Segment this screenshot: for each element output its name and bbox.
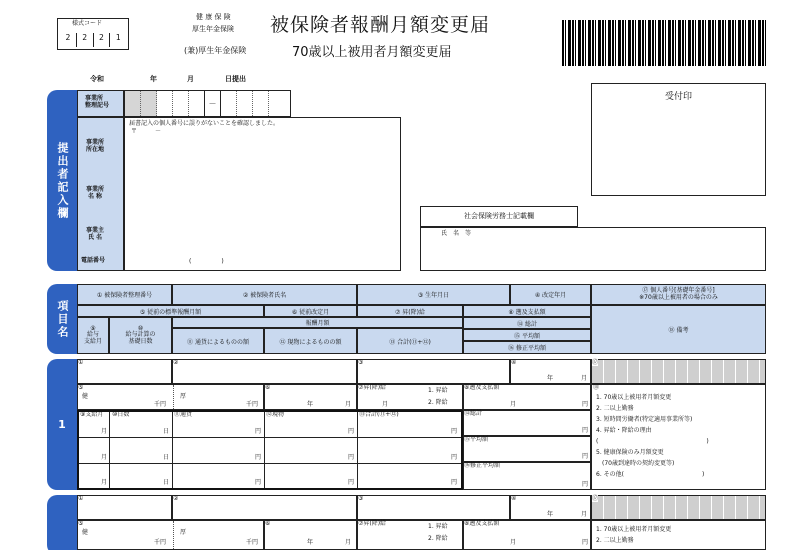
entry2-n5: ⑤ (78, 520, 84, 527)
entry1-n2: ② (173, 359, 179, 366)
header-c9: ⑧ 遡及支払額 (463, 305, 591, 317)
entry2-n3: ③ (358, 495, 364, 502)
entry1-y-r3c: 円 (451, 479, 458, 486)
entry2-sen-2: 千円 (246, 539, 259, 546)
form-code-digit: 1 (115, 33, 121, 42)
date-era: 令和 (90, 75, 104, 83)
entry2-year-unit: 年 (547, 511, 554, 518)
barcode (562, 20, 768, 66)
entry1-d-r3: 日 (163, 479, 170, 486)
office-code-dash: － (205, 91, 221, 116)
entry2-side-label (47, 495, 77, 550)
entry1-n5: ⑤ (78, 384, 84, 391)
entry2-c3[interactable] (357, 495, 510, 520)
entry2-month-4: 月 (510, 539, 517, 546)
entry1-note-5: ( ) (596, 438, 709, 445)
entry2-year-2: 年 (307, 539, 314, 546)
page-subtitle: 70歳以上被用者月額変更届 (292, 45, 452, 60)
entry1-c12-label: ⑫現物 (266, 411, 285, 418)
header-c4: ④ 改定年月 (510, 284, 591, 305)
header-c6: ⑤ 従前の標準報酬月額 (77, 305, 264, 317)
entry1-side-label: 1 (47, 359, 77, 490)
form-code-digit: 2 (94, 33, 111, 47)
entry1-note-7: (70歳到達時の契約変更等) (596, 460, 675, 467)
entry1-c14[interactable] (463, 410, 591, 436)
form-code-digit: 2 (60, 33, 77, 47)
header-c5: ⑰ 個人番号[基礎年金番号] ※70歳以上被用者の場合のみ (591, 284, 766, 305)
entry1-c11-label: ⑪通貨 (174, 411, 193, 418)
entry1-m-r1: 月 (101, 428, 108, 435)
entry2-c5[interactable] (77, 520, 264, 550)
entry1-c4[interactable] (510, 359, 591, 384)
entry1-m-r3: 月 (101, 479, 108, 486)
entry2-n2: ② (173, 495, 179, 502)
office-code-label-cell (77, 90, 124, 117)
entry2-n17: ⑰ (592, 495, 599, 502)
entry1-c6[interactable] (264, 384, 357, 410)
entry1-yen-15: 円 (582, 453, 589, 460)
office-code-input[interactable] (124, 90, 291, 117)
entry1-y-r3b: 円 (348, 479, 355, 486)
entry1-health: 健 (82, 393, 89, 400)
entry2-c7[interactable] (357, 520, 463, 550)
entry2-yen-1: 円 (582, 539, 589, 546)
sharoushi-title-box (420, 206, 578, 227)
sharoushi-title: 社会保険労務士記載欄 (464, 212, 534, 220)
header-c12: 報酬月額 (172, 317, 463, 328)
receipt-stamp-label: 受付印 (664, 92, 692, 102)
entry1-note-6: 5. 健康保険のみ月額変更 (596, 449, 664, 456)
entry2-n4: ④ (511, 495, 517, 502)
owner-name-label: 事業主 氏 名 (86, 227, 105, 241)
entry1-note-3: 3. 短時間労働者(特定適用事業所等) (596, 416, 693, 423)
header-c14: ⑫ 現物によるものの額 (264, 328, 357, 354)
entry1-month-unit: 月 (581, 375, 588, 382)
entry2-c6[interactable] (264, 520, 357, 550)
entry1-c17[interactable] (591, 359, 766, 384)
form-code-digit: 2 (77, 33, 94, 47)
entry2-c2[interactable] (172, 495, 357, 520)
entry1-y-r3a: 円 (255, 479, 262, 486)
entry1-monthly-grid (77, 410, 463, 490)
date-year: 年 (150, 75, 157, 83)
entry2-note-1: 1. 70歳以上被用者月額変更 (596, 526, 672, 533)
entry2-notes[interactable] (591, 520, 766, 550)
entry1-m-r2: 月 (101, 454, 108, 461)
entry2-pension: 厚 (180, 529, 187, 536)
address-label: 事業所 所在地 (86, 139, 105, 153)
header-c1: ① 被保険者整理番号 (77, 284, 172, 305)
phone-label: 電話番号 (81, 257, 106, 264)
entry1-d-r2: 日 (163, 454, 170, 461)
entry1-c15[interactable] (463, 436, 591, 462)
entry1-c16-label: ⑯修正平均額 (464, 462, 501, 469)
entry1-yen-16: 円 (582, 481, 589, 488)
entry1-month-3: 月 (382, 401, 389, 408)
form-code-label: 様式コード (72, 20, 103, 27)
entry1-c7[interactable] (357, 384, 463, 410)
header-c10: ⑨ 給与 支給月 (77, 317, 109, 354)
entry1-yen-1: 円 (582, 401, 589, 408)
office-code-label: 事業所 整理記号 (85, 95, 110, 109)
entry1-n6: ⑥ (265, 384, 271, 391)
entry2-month-unit: 月 (581, 511, 588, 518)
header-c18: ⑯ 修正平均額 (463, 341, 591, 354)
postal-mark: 〒 － (131, 127, 162, 135)
entry2-c1[interactable] (77, 495, 172, 520)
entry1-month-4: 月 (510, 401, 517, 408)
entry1-yen-14: 円 (582, 427, 589, 434)
office-name-label: 事業所 名 称 (86, 186, 105, 200)
entry1-n17: ⑰ (592, 359, 599, 366)
entry1-c8[interactable] (463, 384, 591, 410)
date-month: 月 (187, 75, 194, 83)
page-title: 被保険者報酬月額変更届 (270, 14, 491, 36)
form-code-box (57, 18, 129, 50)
entry1-c16[interactable] (463, 462, 591, 490)
entry1-n1: ① (78, 359, 84, 366)
receipt-stamp-box (591, 83, 766, 196)
header-c17: ⑮ 平均額 (463, 329, 591, 341)
header-c3: ③ 生年月日 (357, 284, 510, 305)
entry1-y-r2c: 円 (451, 454, 458, 461)
entry1-year-unit: 年 (547, 375, 554, 382)
entry1-pension: 厚 (180, 393, 187, 400)
entry1-n18: ⑱ (593, 384, 600, 391)
entry2-c8[interactable] (463, 520, 591, 550)
entry1-c2[interactable] (172, 359, 357, 384)
entry1-year-2: 年 (307, 401, 314, 408)
header-c7: ⑥ 従前改定月 (264, 305, 357, 317)
entry1-c5[interactable] (77, 384, 264, 410)
entry1-c1[interactable] (77, 359, 172, 384)
header-c8: ⑦ 昇(降)給 (357, 305, 463, 317)
entry1-y-r2a: 円 (255, 454, 262, 461)
submitter-info-input[interactable] (124, 117, 401, 271)
sharoushi-name-label: 氏 名 等 (441, 230, 472, 237)
submitter-side-label: 提出者記入欄 (47, 90, 77, 271)
entry2-c17[interactable] (591, 495, 766, 520)
header-c16: ⑭ 総計 (463, 317, 591, 329)
entry1-c3[interactable] (357, 359, 510, 384)
date-day: 日提出 (225, 75, 246, 83)
entry1-n7: ⑦昇(降)給 (358, 384, 387, 391)
entry1-c10-label: ⑩日数 (112, 411, 130, 418)
header-c15: ⑬ 合計(⑪+⑫) (357, 328, 463, 354)
entry2-health: 健 (82, 529, 89, 536)
entry2-c4[interactable] (510, 495, 591, 520)
entry1-c13-label: ⑬合計(⑪+⑫) (359, 411, 399, 418)
entry1-n4: ④ (511, 359, 517, 366)
entry1-month-2: 月 (345, 401, 352, 408)
entry2-month-2: 月 (345, 539, 352, 546)
entry2-note-2: 2. 二以上勤務 (596, 537, 634, 544)
entry1-d-r1: 日 (163, 428, 170, 435)
entry1-y-r2b: 円 (348, 454, 355, 461)
confirm-note: 届書記入の個人番号に誤りがないことを確認しました。 (129, 120, 280, 127)
phone-parens: ( ) (189, 258, 224, 265)
header-c2: ② 被保険者氏名 (172, 284, 357, 305)
entry1-c14-label: ⑭総計 (464, 410, 483, 417)
entry2-lower: 2. 降給 (428, 535, 448, 542)
insurance-type-line1: 健 康 保 険 (196, 13, 231, 21)
entry1-c9-label: ⑨支給月 (80, 411, 104, 418)
entry1-note-4: 4. 昇給・降給の理由 (596, 427, 652, 434)
insurance-type-line2: 厚生年金保険 (192, 25, 234, 33)
entry1-y-r1c: 円 (451, 428, 458, 435)
entry1-c15-label: ⑮平均額 (464, 436, 489, 443)
entry2-sen-1: 千円 (154, 539, 167, 546)
entry1-raise: 1. 昇給 (428, 387, 448, 394)
entry2-n6: ⑥ (265, 520, 271, 527)
header-c11: ⑩ 給与計算の 基礎日数 (109, 317, 172, 354)
entry2-n8: ⑧遡及支払額 (464, 520, 500, 527)
cotype-label: (兼)厚生年金保険 (184, 46, 247, 55)
entry1-notes[interactable] (591, 384, 766, 490)
entry1-note-8: 6. その他( ) (596, 471, 705, 478)
sharoushi-input[interactable] (420, 227, 766, 271)
entry1-n8: ⑧遡及支払額 (464, 384, 500, 391)
entry1-sen-1: 千円 (154, 401, 167, 408)
header-c13: ⑪ 通貨によるものの額 (172, 328, 264, 354)
entry1-note-1: 1. 70歳以上被用者月額変更 (596, 394, 672, 401)
entry2-n1: ① (78, 495, 84, 502)
entry1-lower: 2. 降給 (428, 399, 448, 406)
entry2-n7: ⑦昇(降)給 (358, 520, 387, 527)
entry1-y-r1a: 円 (255, 428, 262, 435)
entry1-note-2: 2. 二以上勤務 (596, 405, 634, 412)
entry1-sen-2: 千円 (246, 401, 259, 408)
items-side-label: 項目名 (47, 284, 77, 354)
entry2-raise: 1. 昇給 (428, 523, 448, 530)
header-c19: ⑱ 備考 (591, 305, 766, 354)
entry1-y-r1b: 円 (348, 428, 355, 435)
entry1-n3: ③ (358, 359, 364, 366)
